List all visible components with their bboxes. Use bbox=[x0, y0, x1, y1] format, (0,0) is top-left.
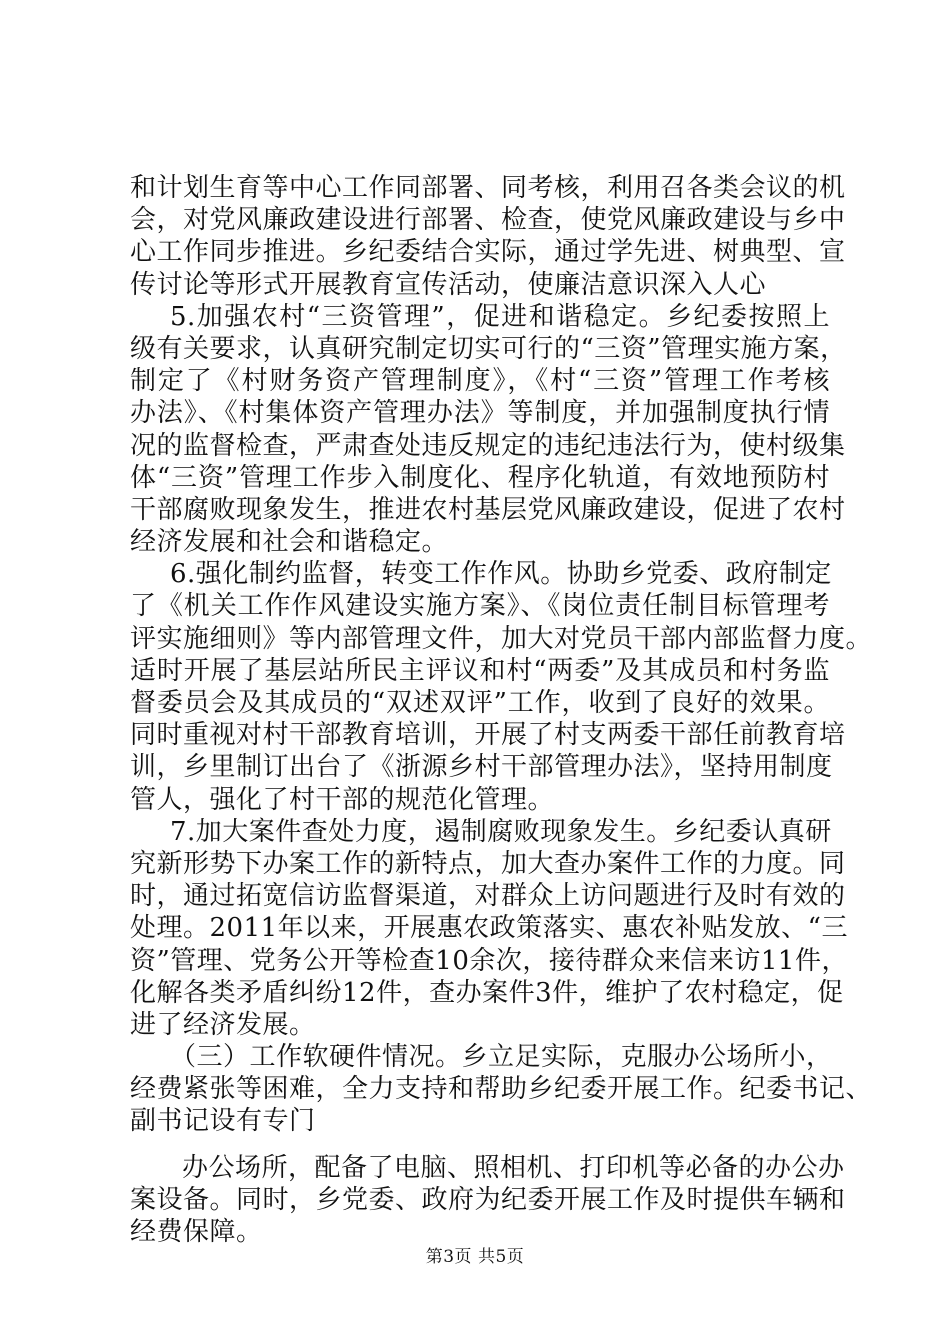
text-line: 处理。2011年以来，开展惠农政策落实、惠农补贴发放、“三 bbox=[130, 913, 848, 944]
text-line: 5.加强农村“三资管理”，促进和谐稳定。乡纪委按照上 bbox=[170, 301, 830, 332]
text-line: 资”管理、党务公开等检查10余次，接待群众来信来访11件， bbox=[130, 945, 848, 976]
text-line: 评实施细则》等内部管理文件，加大对党员干部内部监督力度。 bbox=[130, 623, 873, 654]
text-line: 传讨论等形式开展教育宣传活动，使廉洁意识深入人心 bbox=[130, 269, 767, 300]
page-footer: 第3页 共5页 bbox=[425, 1247, 525, 1267]
text-line: 办公场所，配备了电脑、照相机、打印机等必备的办公办 bbox=[182, 1152, 845, 1183]
text-line: 了《机关工作作风建设实施方案》、《岗位责任制目标管理考 bbox=[130, 591, 830, 622]
text-line: 级有关要求，认真研究制定切实可行的“三资”管理实施方案， bbox=[130, 333, 847, 364]
text-line: 进了经济发展。 bbox=[130, 1009, 316, 1040]
text-line: 经费保障。 bbox=[130, 1217, 263, 1247]
document-body bbox=[130, 172, 873, 1248]
text-line: 副书记设有专门 bbox=[130, 1106, 316, 1137]
text-line: 同时重视对村干部教育培训，开展了村支两委干部任前教育培 bbox=[130, 720, 846, 751]
text-line: 况的监督检查，严肃查处违反规定的违纪违法行为，使村级集 bbox=[130, 430, 846, 461]
text-line: （三）工作软硬件情况。乡立足实际，克服办公场所小， bbox=[170, 1042, 833, 1073]
text-line: 化解各类矛盾纠纷12件，查办案件3件，维护了农村稳定，促 bbox=[130, 977, 844, 1008]
text-line: 体“三资”管理工作步入制度化、程序化轨道，有效地预防村 bbox=[130, 462, 830, 493]
text-line: 训，乡里制订出台了《浙源乡村干部管理办法》，坚持用制度 bbox=[130, 752, 833, 783]
text-line: 经济发展和社会和谐稳定。 bbox=[130, 527, 449, 558]
text-line: 6.强化制约监督，转变工作作风。协助乡党委、政府制定 bbox=[170, 559, 832, 590]
text-line: 适时开展了基层站所民主评议和村“两委”及其成员和村务监 bbox=[130, 655, 830, 686]
text-line: 督委员会及其成员的“双述双评”工作，收到了良好的效果。 bbox=[130, 688, 830, 718]
text-line: 究新形势下办案工作的新特点，加大查办案件工作的力度。同 bbox=[130, 848, 846, 879]
text-line: 7.加大案件查处力度，遏制腐败现象发生。乡纪委认真研 bbox=[170, 816, 832, 847]
text-line: 时，通过拓宽信访监督渠道，对群众上访问题进行及时有效的 bbox=[130, 881, 846, 912]
text-line: 经费紧张等困难，全力支持和帮助乡纪委开展工作。纪委书记、 bbox=[130, 1074, 873, 1105]
text-line: 制定了《村财务资产管理制度》，《村“三资”管理工作考核 bbox=[130, 366, 830, 397]
text-line: 会，对党风廉政建设进行部署、检查，使党风廉政建设与乡中 bbox=[130, 205, 846, 236]
text-line: 案设备。同时，乡党委、政府为纪委开展工作及时提供车辆和 bbox=[130, 1184, 846, 1215]
text-line: 心工作同步推进。乡纪委结合实际，通过学先进、树典型、宣 bbox=[130, 237, 846, 268]
paragraph-gap bbox=[130, 1138, 830, 1152]
text-line: 干部腐败现象发生，推进农村基层党风廉政建设，促进了农村 bbox=[130, 494, 846, 525]
text-line: 和计划生育等中心工作同部署、同考核，利用召各类会议的机 bbox=[130, 173, 846, 203]
text-line: 办法》、《村集体资产管理办法》等制度，并加强制度执行情 bbox=[130, 398, 830, 429]
text-line: 管人，强化了村干部的规范化管理。 bbox=[130, 784, 555, 815]
